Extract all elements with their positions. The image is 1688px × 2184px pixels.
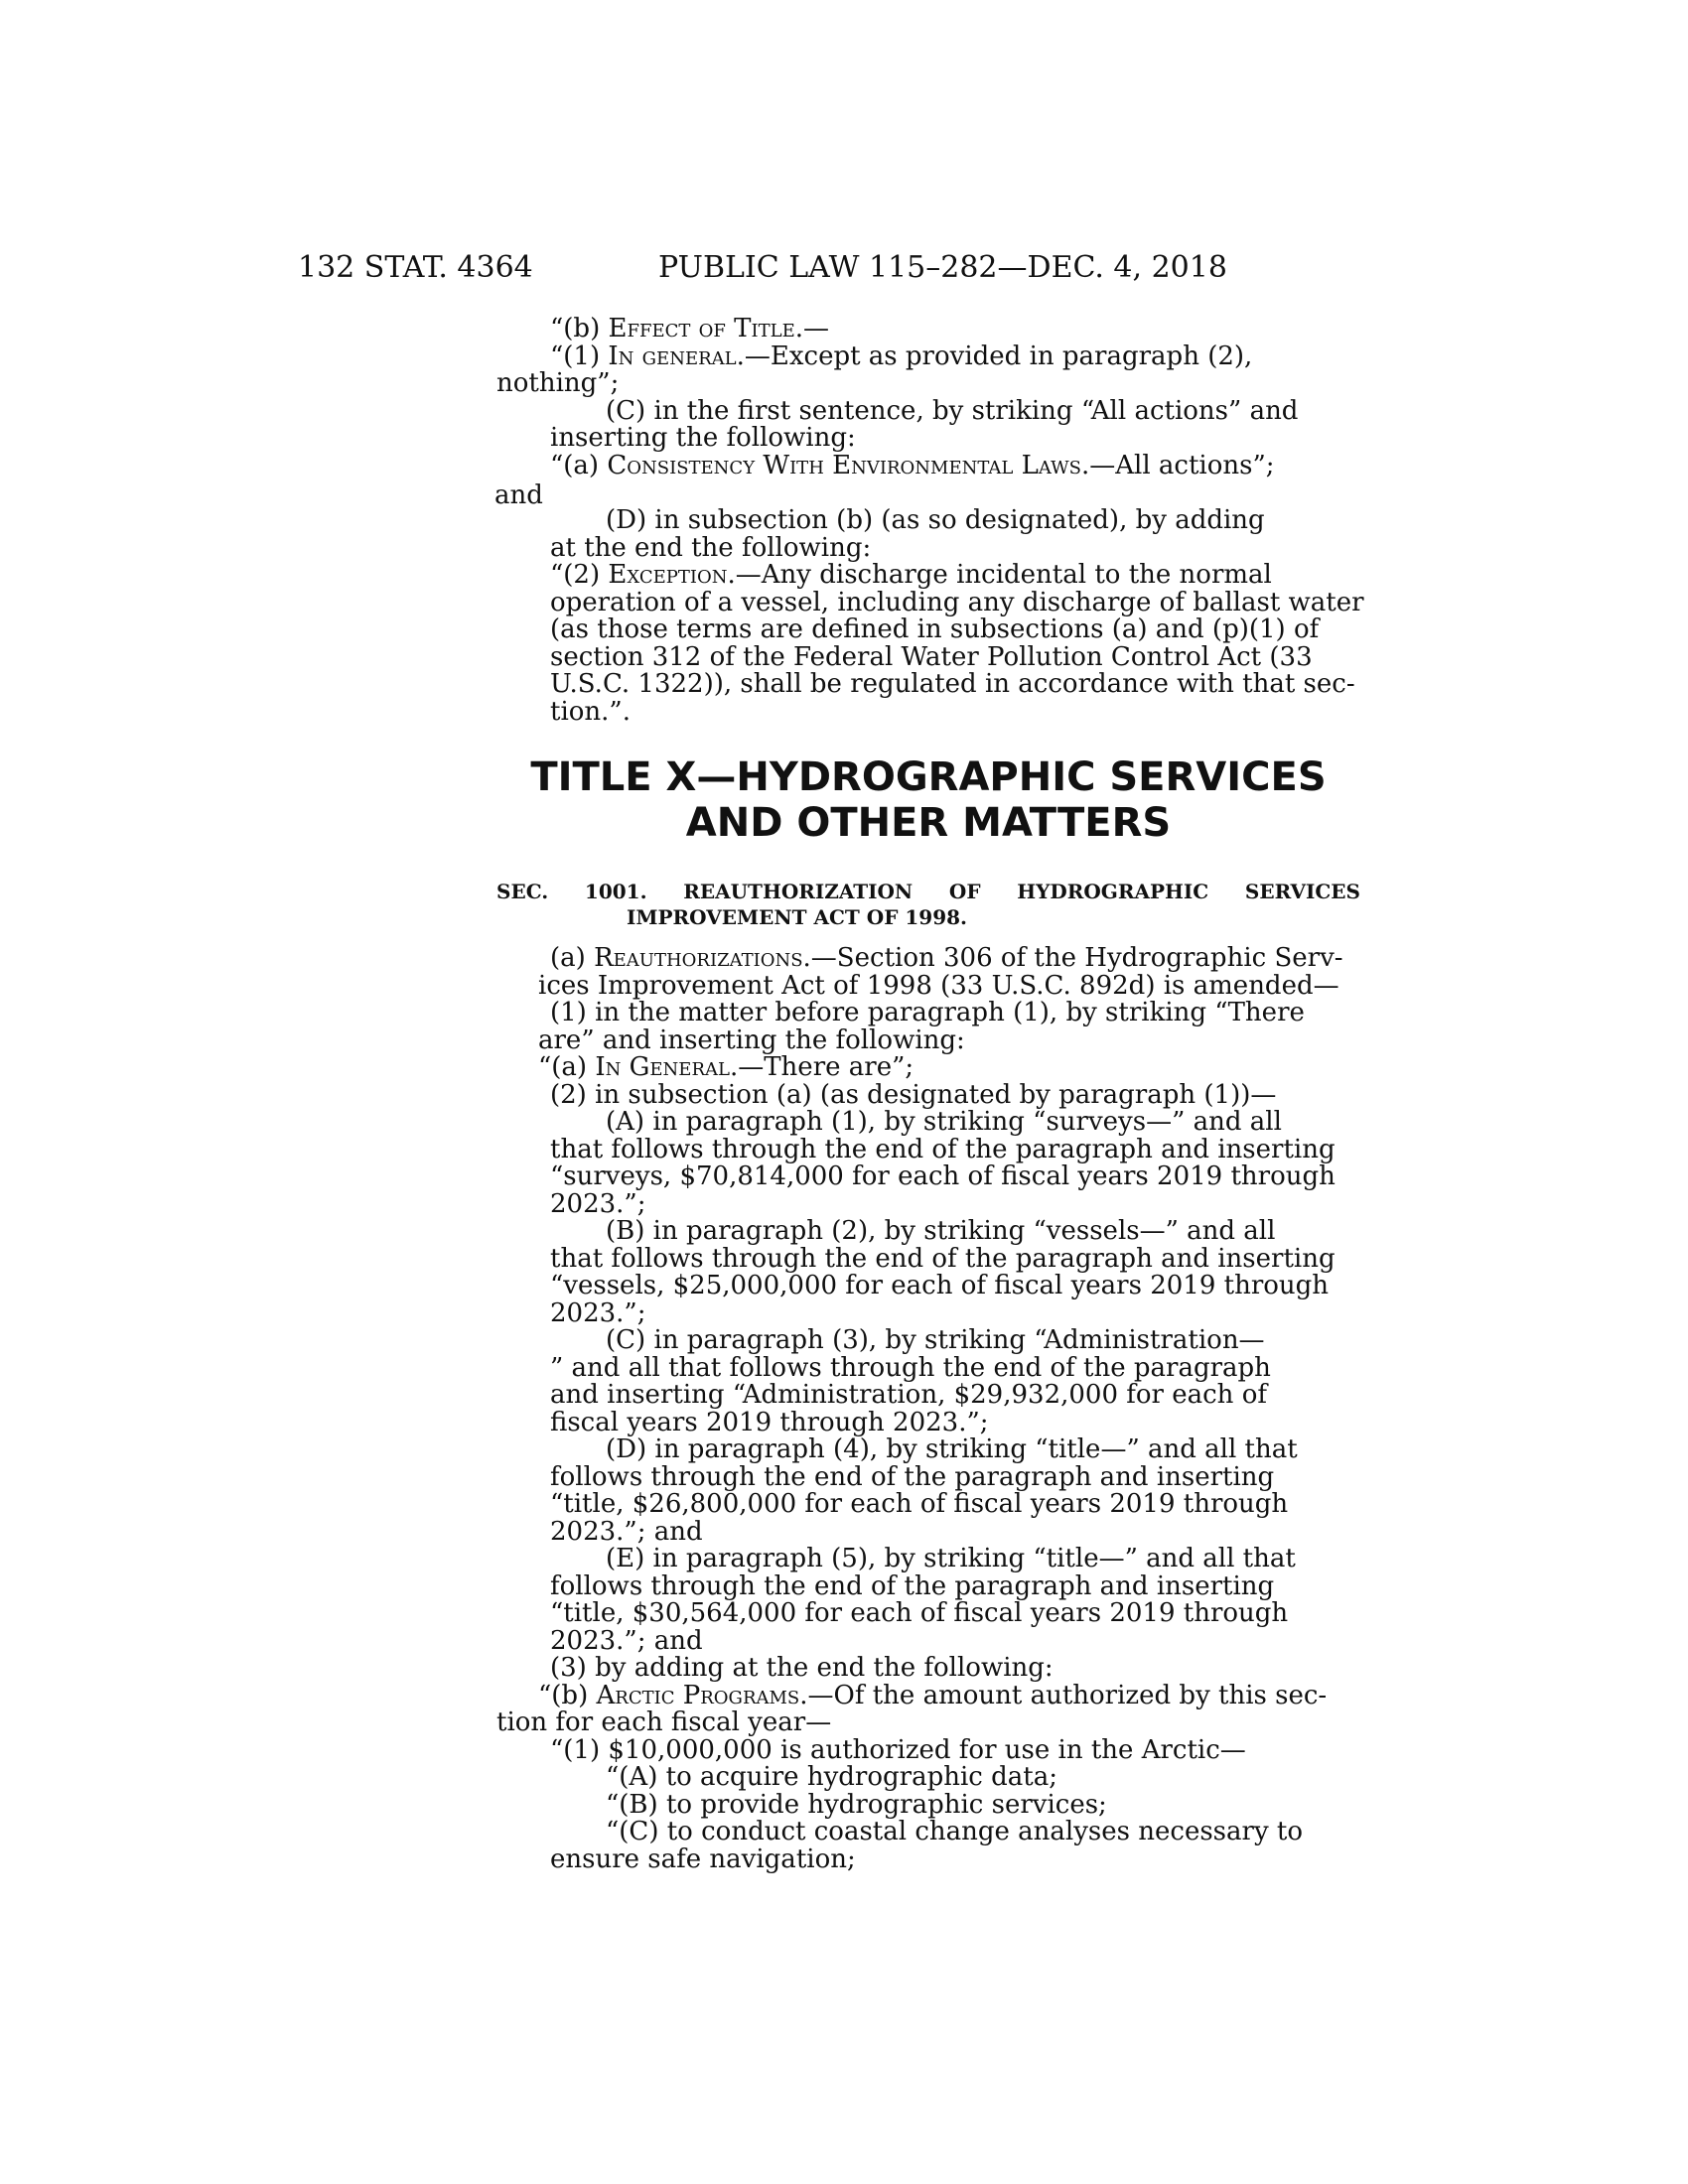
text-line: “(A) to acquire hydrographic data; <box>606 1762 1057 1792</box>
text-line: “(2) Exception.—Any discharge incidental to the normal <box>550 560 1272 590</box>
title-line: AND OTHER MATTERS <box>685 800 1172 846</box>
text-line: (2) in subsection (a) (as designated by paragraph (1))— <box>550 1079 1277 1110</box>
section-heading: SEC. 1001. REAUTHORIZATION OF HYDROGRAPHIC SERVICES <box>496 880 1360 903</box>
text-line: “(B) to provide hydrographic services; <box>606 1789 1107 1820</box>
text-line: (C) in the first sentence, by striking “All actions” and <box>606 395 1299 426</box>
amendment-text-block <box>496 505 1364 727</box>
text-line: 2023.”; and <box>550 1516 703 1547</box>
text-line: (1) in the matter before paragraph (1), by striking “There <box>550 998 1305 1027</box>
text-line: “(C) to conduct coastal change analyses necessary to <box>606 1817 1303 1846</box>
section-heading-line: IMPROVEMENT ACT OF 1998. <box>627 905 967 929</box>
text-line: “(b) Arctic Programs.—Of the amount authorized by this sec- <box>538 1680 1328 1710</box>
text-line: U.S.C. 1322)), shall be regulated in accordance with that sec- <box>550 669 1355 699</box>
text-line: “title, $26,800,000 for each of fiscal years 2019 through <box>550 1489 1289 1519</box>
amendment-text-block <box>496 316 1360 479</box>
text-line: (a) Reauthorizations.—Section 306 of the Hydrographic Serv- <box>550 943 1343 973</box>
text-line: (D) in paragraph (4), by striking “title—” and all that <box>606 1434 1298 1464</box>
text-line: that follows through the end of the paragraph and inserting <box>550 1134 1336 1164</box>
title-line: TITLE X—HYDROGRAPHIC SERVICES <box>530 754 1327 800</box>
text-line: section 312 of the Federal Water Pollution Control Act (33 <box>550 641 1313 672</box>
text-line: nothing”; <box>496 368 620 398</box>
text-line: (A) in paragraph (1), by striking “surveys—” and all <box>606 1107 1282 1137</box>
text-line: 2023.”; <box>550 1297 646 1328</box>
text-line: “(a) Consistency With Environmental Laws.—All actions”; <box>550 450 1275 480</box>
running-header: PUBLIC LAW 115–282—DEC. 4, 2018 <box>658 250 1227 285</box>
text-line: ” and all that follows through the end of the paragraph <box>550 1352 1271 1383</box>
text-line: (E) in paragraph (5), by striking “title—” and all that <box>606 1544 1296 1573</box>
text-line: “(b) Effect of Title.— <box>550 314 829 343</box>
text-line: “(a) In General.—There are”; <box>538 1052 914 1082</box>
text-line: (as those terms are defined in subsections (a) and (p)(1) of <box>550 614 1320 644</box>
text-line: (D) in subsection (b) (as so designated), by adding <box>606 505 1265 535</box>
text-line: ices Improvement Act of 1998 (33 U.S.C. 892d) is amended— <box>538 970 1339 1001</box>
text-line: (B) in paragraph (2), by striking “vessels—” and all <box>606 1216 1276 1246</box>
text-line: “(1) In general.—Except as provided in paragraph (2), <box>550 341 1253 371</box>
text-line: and inserting “Administration, $29,932,000 for each of <box>550 1380 1267 1410</box>
text-line: (C) in paragraph (3), by striking “Administration— <box>606 1325 1265 1355</box>
stat-page-number: 132 STAT. 4364 <box>298 250 533 285</box>
text-line: operation of a vessel, including any discharge of ballast water <box>550 587 1364 617</box>
text-line: at the end the following: <box>550 532 872 563</box>
text-line: tion for each fiscal year— <box>496 1707 832 1737</box>
text-line: (3) by adding at the end the following: <box>550 1653 1054 1683</box>
text-line: follows through the end of the paragraph and inserting <box>550 1461 1275 1492</box>
text-line: are” and inserting the following: <box>538 1024 965 1055</box>
text-line: “surveys, $70,814,000 for each of fiscal years 2019 through <box>550 1161 1336 1191</box>
text-line: “(1) $10,000,000 is authorized for use in the Arctic— <box>550 1734 1246 1765</box>
section-text-block <box>496 945 1360 1873</box>
text-line: tion.”. <box>550 696 631 727</box>
text-line: inserting the following: <box>550 423 856 453</box>
text-line: 2023.”; and <box>550 1625 703 1656</box>
text-line: that follows through the end of the paragraph and inserting <box>550 1243 1336 1274</box>
text-line: “vessels, $25,000,000 for each of fiscal years 2019 through <box>550 1271 1330 1300</box>
text-line: 2023.”; <box>550 1188 646 1219</box>
text-line: “title, $30,564,000 for each of fiscal years 2019 through <box>550 1598 1289 1628</box>
text-line: and <box>494 480 543 510</box>
title-heading <box>496 754 1360 846</box>
text-line: follows through the end of the paragraph and inserting <box>550 1570 1275 1601</box>
text-line: fiscal years 2019 through 2023.”; <box>550 1407 989 1437</box>
text-line: ensure safe navigation; <box>550 1843 856 1874</box>
